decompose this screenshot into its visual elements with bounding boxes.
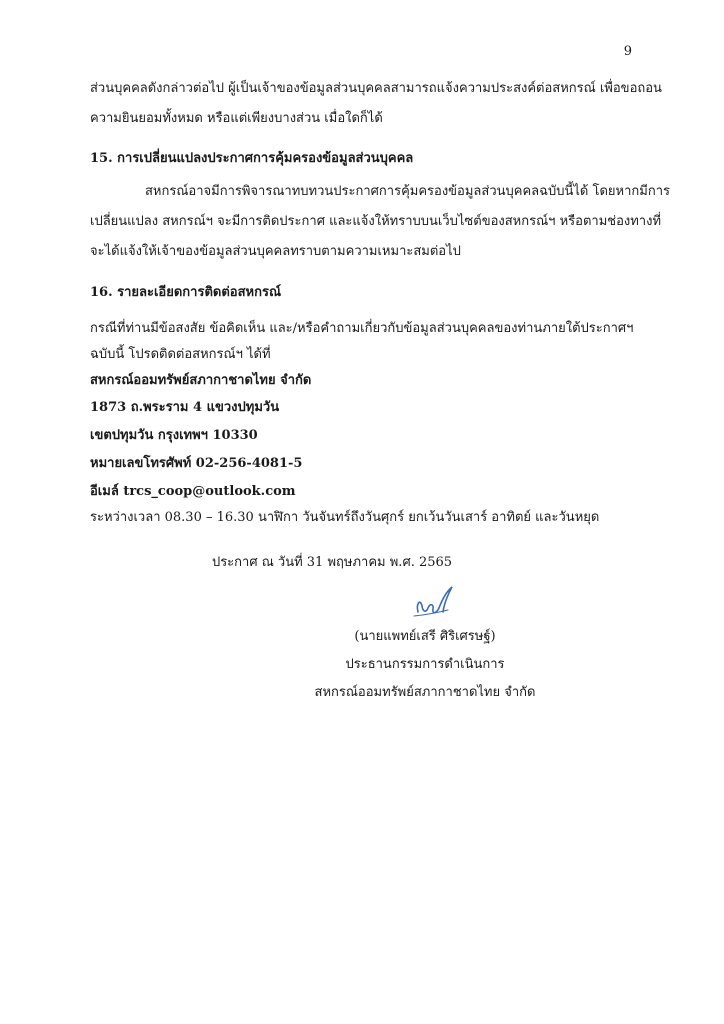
section-15-line-2: เปลี่ยนแปลง สหกรณ์ฯ จะมีการติดประกาศ และแจ้งให้ทราบบนเว็บไซต์ของสหกรณ์ฯ หรือตามช่องทางที่: [90, 214, 662, 229]
section-16-line-1: กรณีที่ท่านมีข้อสงสัย ข้อคิดเห็น และ/หรือคำถามเกี่ยวกับข้อมูลส่วนบุคคลของท่านภายใต้ประกาศฯ: [90, 321, 634, 336]
address-line-1: 1873 ถ.พระราม 4 แขวงปทุมวัน: [90, 400, 280, 415]
section-15-line-1: สหกรณ์อาจมีการพิจารณาทบทวนประกาศการคุ้มครองข้อมูลส่วนบุคคลฉบับนี้ได้ โดยหากมีการ: [145, 184, 670, 199]
address-line-2: เขตปทุมวัน กรุงเทพฯ 10330: [90, 428, 258, 443]
intro-line-2: ความยินยอมทั้งหมด หรือแต่เพียงบางส่วน เมื่อใดก็ได้: [90, 111, 383, 126]
section-15-line-3: จะได้แจ้งให้เจ้าของข้อมูลส่วนบุคคลทราบตามความเหมาะสมต่อไป: [90, 244, 461, 259]
signer-position: ประธานกรรมการดำเนินการ: [345, 657, 505, 672]
signer-organization: สหกรณ์ออมทรัพย์สภากาชาดไทย จำกัด: [314, 685, 536, 700]
section-16-heading: 16. รายละเอียดการติดต่อสหกรณ์: [90, 285, 282, 300]
announcement-date: ประกาศ ณ วันที่ 31 พฤษภาคม พ.ศ. 2565: [211, 555, 453, 570]
intro-line-1: ส่วนบุคคลดังกล่าวต่อไป ผู้เป็นเจ้าของข้อมูลส่วนบุคคลสามารถแจ้งความประสงค์ต่อสหกรณ์ เพื่อขอถอน: [90, 81, 662, 96]
signer-name: (นายแพทย์เสรี ศิริเศรษฐ์): [354, 629, 496, 644]
office-hours: ระหว่างเวลา 08.30 – 16.30 นาฬิกา วันจันทร์ถึงวันศุกร์ ยกเว้นวันเสาร์ อาทิตย์ และวันหยุด: [90, 510, 600, 525]
section-16-line-2: ฉบับนี้ โปรดติดต่อสหกรณ์ฯ ได้ที่: [90, 347, 271, 362]
phone-number: หมายเลขโทรศัพท์ 02-256-4081-5: [90, 456, 303, 471]
signature-image: [408, 582, 460, 622]
section-15-heading: 15. การเปลี่ยนแปลงประกาศการคุ้มครองข้อมูลส่วนบุคคล: [90, 151, 414, 166]
cooperative-name: สหกรณ์ออมทรัพย์สภากาชาดไทย จำกัด: [90, 373, 312, 388]
email-address: อีเมล์ trcs_coop@outlook.com: [90, 484, 296, 499]
page-number: 9: [623, 44, 632, 59]
